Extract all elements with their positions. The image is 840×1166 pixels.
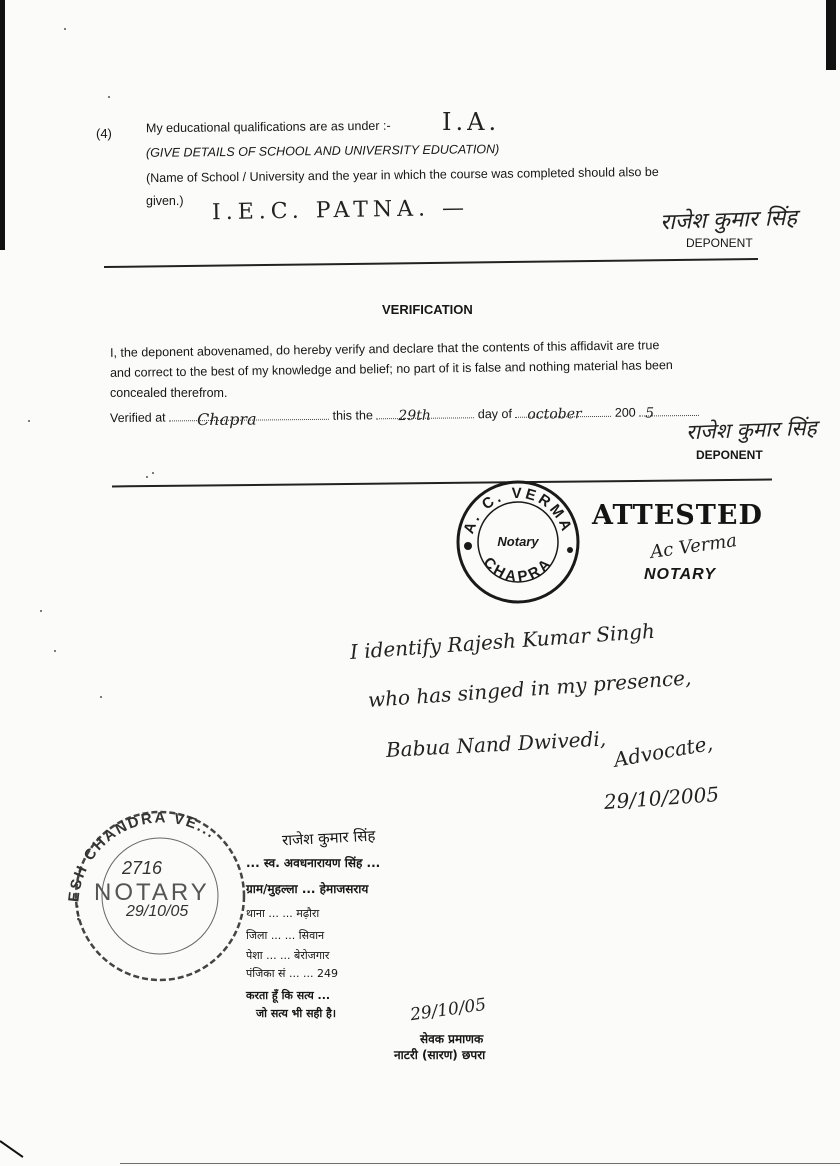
scan-corner-mark: [0, 1140, 24, 1158]
verified-at-row: [109, 405, 699, 430]
stamp-number: 2716: [122, 858, 163, 878]
attested-signature: Ac Verma: [648, 530, 739, 563]
scan-right-edge: [826, 0, 836, 70]
year-field: [639, 405, 699, 422]
qualification-label: My educational qualifications are as under :-: [145, 118, 391, 136]
this-the-label: this the: [332, 408, 373, 423]
register-official-subtitle: नाटरी (सारण) छपरा: [394, 1048, 486, 1062]
school-value: I.E.C. PATNA. —: [211, 195, 470, 226]
year-suffix: 5: [645, 405, 655, 422]
verification-line-2: and correct to the best of my knowledge and belief; no part of it is false and nothing material has been: [109, 358, 673, 380]
education-instruction: (GIVE DETAILS OF SCHOOL AND UNIVERSITY EDUCATION): [145, 142, 500, 160]
education-note-line-1: (Name of School / University and the year in which the course was completed should also be: [145, 164, 659, 186]
svg-text:CHAPRA: [480, 554, 557, 586]
qualification-value: I.A.: [442, 108, 501, 136]
deponent-signature-2: राजेश कुमार सिंह: [685, 415, 818, 445]
stamp-date: 29/10/05: [126, 903, 189, 920]
svg-text:A. C. VERMA: [460, 485, 575, 536]
register-line-2: ... स्व. अवधनारायण सिंह ...: [246, 856, 381, 870]
deponent-label-2: DEPONENT: [696, 448, 763, 462]
register-line-8: करता हूँ कि सत्य ...: [246, 989, 331, 1002]
notary-label: NOTARY: [644, 566, 717, 583]
month-field: [515, 406, 611, 423]
verified-at-label: Verified at: [109, 410, 166, 426]
divider-1: [104, 258, 758, 268]
seal-bottom-text: CHAPRA: [479, 554, 557, 586]
identification-line-1: I identify Rajesh Kumar Singh: [349, 618, 656, 664]
year-prefix: 200: [614, 405, 636, 420]
register-line-5: जिला ... ... सिवान: [246, 929, 325, 942]
identification-line-4: Advocate,: [611, 730, 715, 772]
day-field: [376, 407, 474, 425]
notary-seal: [452, 476, 584, 606]
verified-at-value: Chapra: [197, 409, 257, 430]
month-value: october: [527, 406, 582, 423]
section-number: (4): [96, 126, 112, 141]
verification-line-1: I, the deponent abovenamed, do hereby verify and declare that the contents of this affidavit are true: [109, 338, 660, 360]
deponent-signature-1: राजेश कुमार सिंह: [659, 205, 798, 236]
identification-line-2: who has singed in my presence,: [367, 665, 693, 712]
education-note-line-2: given.): [146, 194, 184, 208]
identification-date: 29/10/2005: [603, 781, 720, 814]
verification-title: VERIFICATION: [382, 302, 473, 317]
day-value: 29th: [398, 407, 431, 425]
register-line-1: राजेश कुमार सिंह: [281, 826, 376, 850]
round-notary-stamp: [60, 796, 260, 986]
stamp-center-text: NOTARY: [94, 879, 210, 906]
stamp-arc-text: ...ESH CHANDRA VE...: [65, 809, 220, 923]
register-official-title: सेवक प्रमाणक: [420, 1032, 484, 1046]
scan-bottom-line: [120, 1163, 840, 1164]
register-line-7: पंजिका सं ... ... 249: [246, 967, 338, 980]
register-line-4: थाना ... ... मढ़ौरा: [246, 907, 320, 920]
seal-top-text: A. C. VERMA: [460, 484, 576, 536]
divider-2: [112, 479, 772, 488]
register-initials: 29/10/05: [408, 994, 488, 1026]
seal-star-right-icon: [567, 547, 573, 553]
register-line-9: जो सत्य भी सही है।: [256, 1007, 337, 1020]
seal-center-text: Notary: [497, 534, 539, 549]
day-of-label: day of: [477, 406, 512, 422]
deponent-label-1: DEPONENT: [686, 236, 753, 250]
identification-line-3: Babua Nand Dwivedi,: [385, 726, 607, 762]
verified-at-field: [169, 409, 329, 430]
seal-star-left-icon: [464, 542, 472, 550]
register-line-3: ग्राम/मुहल्ला ... हेमाजसराय: [246, 882, 369, 896]
register-line-6: पेशा ... ... बेरोजगार: [246, 949, 330, 962]
scan-left-edge: [0, 0, 5, 250]
verification-line-3: concealed therefrom.: [110, 386, 228, 400]
attested-label: ATTESTED: [592, 500, 763, 531]
